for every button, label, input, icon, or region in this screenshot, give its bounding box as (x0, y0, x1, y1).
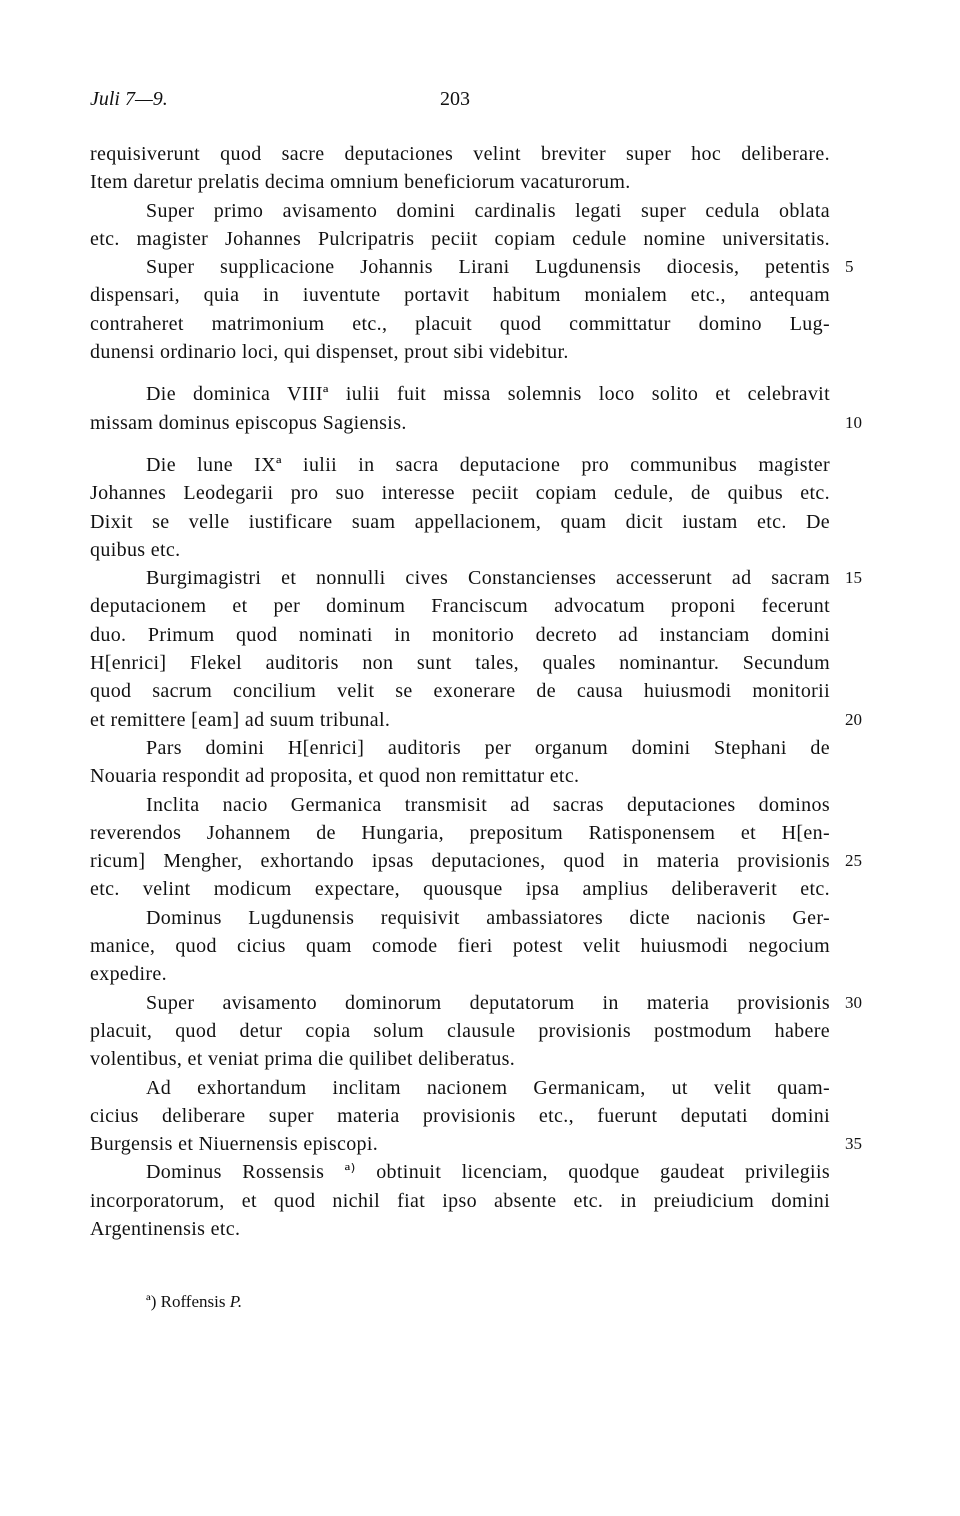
document-body (90, 140, 862, 1243)
text-line (90, 621, 830, 649)
line-text: dispensari, quia in iuventute portavit habitum monialem etc., antequam (90, 284, 830, 307)
paragraph-gap (90, 366, 830, 380)
text-line (90, 140, 830, 168)
line-text: placuit, quod detur copia solum clausule provisionis postmodum habere (90, 1019, 830, 1042)
text-line (90, 197, 830, 225)
line-text: missam dominus episcopus Sagiensis. (90, 411, 407, 434)
line-text: Burgensis et Niuernensis episcopi. (90, 1133, 379, 1156)
text-line (90, 479, 830, 507)
line-text: etc. magister Johannes Pulcripatris peciit copiam cedule nomine universitatis. (90, 227, 830, 250)
text-line (90, 409, 862, 437)
text-line (90, 564, 862, 592)
line-number: 20 (845, 709, 862, 729)
text-line (90, 989, 862, 1017)
line-text: expedire. (90, 963, 167, 986)
line-text: Die lune IXª iulii in sacra deputacione pro communibus magister (146, 453, 830, 476)
line-text: Burgimagistri et nonnulli cives Constancienses accesserunt ad sacram (146, 567, 830, 590)
text-line (90, 932, 830, 960)
text-line (90, 225, 830, 253)
text-line (90, 1158, 830, 1186)
text-line (90, 508, 830, 536)
line-number: 35 (845, 1134, 862, 1154)
footnote-source: P. (229, 1292, 243, 1311)
text-line (90, 847, 862, 875)
line-text: Super supplicacione Johannis Lirani Lugdunensis diocesis, petentis (146, 256, 830, 279)
paragraph-gap (90, 437, 830, 451)
line-text: volentibus, et veniat prima die quilibet deliberatus. (90, 1048, 516, 1071)
page-number: 203 (440, 88, 470, 110)
running-title: Juli 7—9. (90, 88, 168, 110)
line-number: 10 (845, 412, 862, 432)
text-line (90, 253, 854, 281)
line-number: 15 (845, 568, 862, 588)
text-line (90, 1074, 830, 1102)
line-text: contraheret matrimonium etc., placuit quod committatur domino Lug- (90, 312, 830, 335)
line-text: Inclita nacio Germanica transmisit ad sacras deputaciones dominos (146, 793, 830, 816)
footnote (146, 1292, 242, 1312)
line-text: incorporatorum, et quod nichil fiat ipso absente etc. in preiudicium domini (90, 1189, 830, 1212)
line-text: ricum] Mengher, exhortando ipsas deputaciones, quod in materia provisionis (90, 850, 830, 873)
line-text: cicius deliberare super materia provisionis etc., fuerunt deputati domini (90, 1104, 830, 1127)
page-header (90, 88, 830, 112)
text-line (90, 380, 830, 408)
text-line (90, 791, 830, 819)
line-text: H[enrici] Flekel auditoris non sunt tales, quales nominantur. Secundum (90, 652, 830, 675)
line-text: Ad exhortandum inclitam nacionem Germanicam, ut velit quam- (146, 1076, 830, 1099)
line-text: Die dominica VIIIª iulii fuit missa solemnis loco solito et celebravit (146, 383, 830, 406)
line-text: dunensi ordinario loci, qui dispenset, prout sibi videbitur. (90, 341, 569, 364)
line-number: 25 (845, 851, 862, 871)
line-text: et remittere [eam] ad suum tribunal. (90, 708, 391, 731)
line-number: 5 (845, 257, 854, 277)
line-number: 30 (845, 992, 862, 1012)
text-line (90, 960, 830, 988)
text-line (90, 649, 830, 677)
text-line (90, 819, 830, 847)
text-line (90, 536, 830, 564)
text-line (90, 1045, 830, 1073)
line-text: Argentinensis etc. (90, 1217, 241, 1240)
text-line (90, 1187, 830, 1215)
line-text: requisiverunt quod sacre deputaciones velint breviter super hoc deliberare. (90, 143, 830, 165)
text-line (90, 1130, 862, 1158)
line-text: Super primo avisamento domini cardinalis legati super cedula oblata (146, 199, 830, 222)
text-line (90, 1102, 830, 1130)
text-line (90, 281, 830, 309)
line-text: duo. Primum quod nominati in monitorio decreto ad instanciam domini (90, 623, 830, 646)
text-line (90, 168, 830, 196)
text-line (90, 310, 830, 338)
text-line (90, 762, 830, 790)
text-line (90, 338, 830, 366)
line-text: reverendos Johannem de Hungaria, prepositum Ratisponensem et H[en- (90, 821, 830, 844)
line-text: Item daretur prelatis decima omnium beneficiorum vacaturorum. (90, 171, 631, 194)
line-text: quibus etc. (90, 538, 181, 561)
line-text: Nouaria respondit ad proposita, et quod non remittatur etc. (90, 765, 580, 788)
text-line (90, 875, 830, 903)
line-text: Johannes Leodegarii pro suo interesse peciit copiam cedule, de quibus etc. (90, 482, 830, 505)
footnote-mark: ª) (146, 1292, 157, 1311)
text-line (90, 1215, 830, 1243)
footnote-text: Roffensis (160, 1292, 226, 1311)
line-text: Dominus Lugdunensis requisivit ambassiatores dicte nacionis Ger- (146, 906, 830, 929)
line-text: Dixit se velle iustificare suam appellacionem, quam dicit iustam etc. De (90, 510, 830, 533)
text-line (90, 592, 830, 620)
line-text: quod sacrum concilium velit se exonerare de causa huiusmodi monitorii (90, 680, 830, 703)
line-text: Super avisamento dominorum deputatorum in materia provisionis (146, 991, 830, 1014)
line-text: etc. velint modicum expectare, quousque ipsa amplius deliberaverit etc. (90, 878, 830, 901)
text-line (90, 734, 830, 762)
text-line (90, 706, 862, 734)
text-line (90, 1017, 830, 1045)
text-line (90, 451, 830, 479)
line-text: Pars domini H[enrici] auditoris per organum domini Stephani de (146, 736, 830, 759)
text-line (90, 904, 830, 932)
line-text: Dominus Rossensis ª⁾ obtinuit licenciam, quodque gaudeat privilegiis (146, 1161, 830, 1184)
text-line (90, 677, 830, 705)
line-text: manice, quod cicius quam comode fieri potest velit huiusmodi negocium (90, 935, 830, 958)
line-text: deputacionem et per dominum Franciscum advocatum proponi fecerunt (90, 595, 830, 618)
